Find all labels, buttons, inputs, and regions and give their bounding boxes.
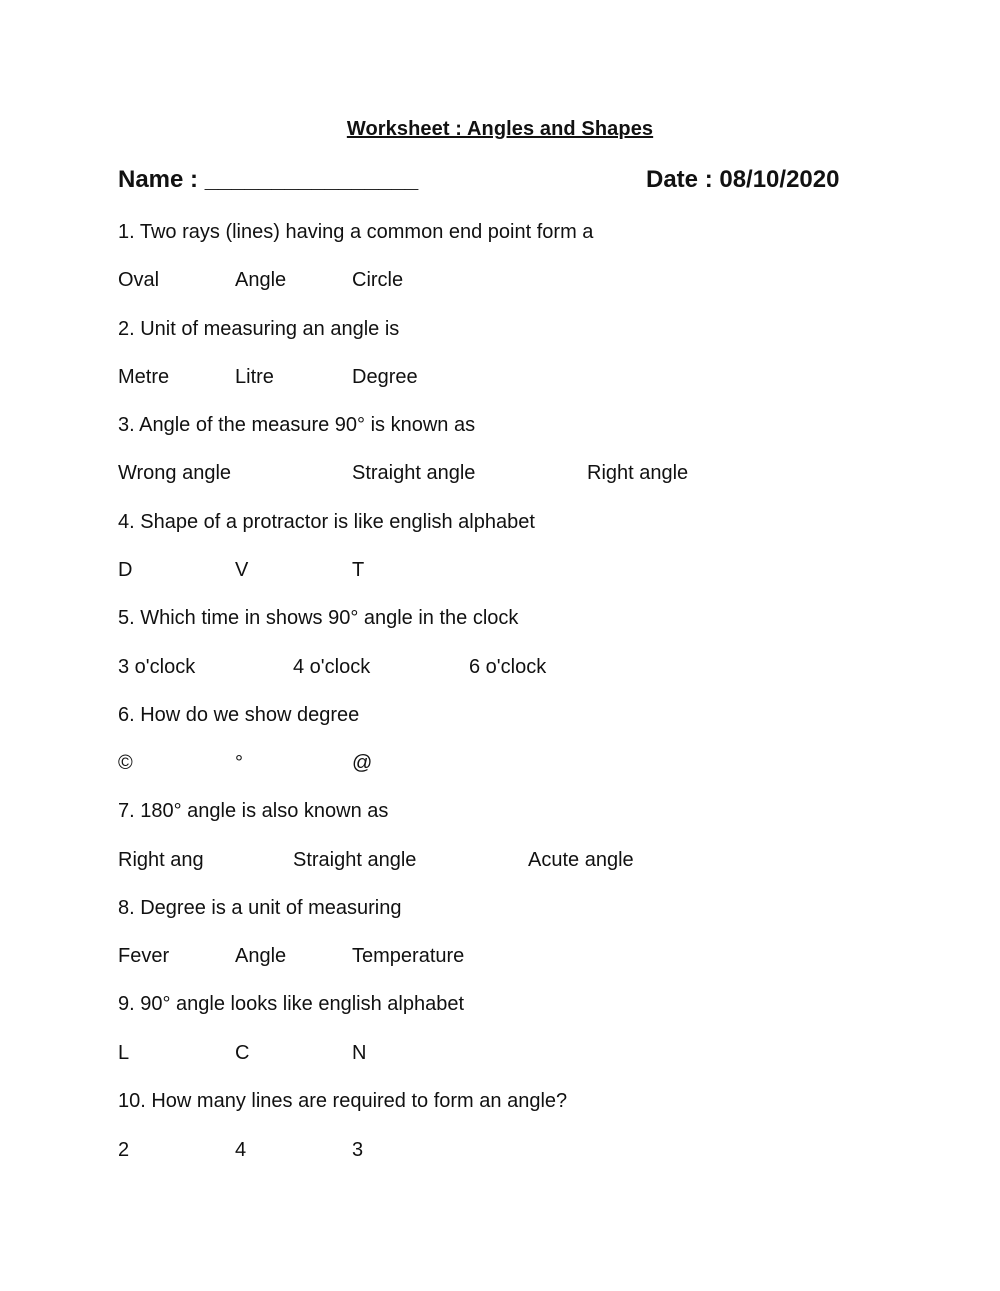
q3-option-c: Right angle: [587, 462, 689, 484]
q5-option-a: 3 o'clock: [118, 656, 196, 678]
question-5: 5. Which time in shows 90° angle in the clock: [118, 607, 519, 629]
question-9: 9. 90° angle looks like english alphabet: [118, 993, 465, 1015]
date-label: Date : 08/10/2020: [646, 166, 840, 193]
q9-option-c: N: [352, 1042, 367, 1064]
q3-option-b: Straight angle: [352, 462, 476, 484]
q7-option-b: Straight angle: [293, 849, 417, 871]
q1-option-b: Angle: [235, 269, 287, 291]
name-field-label: Name : ________________: [118, 166, 419, 193]
q4-option-b: V: [235, 559, 249, 581]
q6-option-c: @: [352, 752, 373, 774]
q7-option-c: Acute angle: [528, 849, 634, 871]
q4-option-a: D: [118, 559, 133, 581]
question-10: 10. How many lines are required to form an angle?: [118, 1090, 568, 1112]
question-4: 4. Shape of a protractor is like english alphabet: [118, 511, 535, 533]
q9-option-b: C: [235, 1042, 250, 1064]
q6-option-b: °: [235, 752, 243, 774]
q8-option-b: Angle: [235, 945, 287, 967]
question-6: 6. How do we show degree: [118, 704, 360, 726]
q1-option-c: Circle: [352, 269, 404, 291]
question-1: 1. Two rays (lines) having a common end point form a: [118, 221, 594, 243]
q2-option-b: Litre: [235, 366, 274, 388]
q3-option-a: Wrong angle: [118, 462, 232, 484]
question-2: 2. Unit of measuring an angle is: [118, 318, 400, 340]
q7-option-a: Right ang: [118, 849, 204, 871]
question-3: 3. Angle of the measure 90° is known as: [118, 414, 476, 436]
question-7: 7. 180° angle is also known as: [118, 800, 389, 822]
q8-option-c: Temperature: [352, 945, 465, 967]
q6-option-a: ©: [118, 752, 133, 774]
q4-option-c: T: [352, 559, 365, 581]
q2-option-c: Degree: [352, 366, 418, 388]
q2-option-a: Metre: [118, 366, 170, 388]
question-8: 8. Degree is a unit of measuring: [118, 897, 402, 919]
q1-option-a: Oval: [118, 269, 160, 291]
q5-option-b: 4 o'clock: [293, 656, 371, 678]
q10-option-a: 2: [118, 1139, 130, 1161]
q10-option-b: 4: [235, 1139, 247, 1161]
q9-option-a: L: [118, 1042, 130, 1064]
q5-option-c: 6 o'clock: [469, 656, 547, 678]
q8-option-a: Fever: [118, 945, 170, 967]
q10-option-c: 3: [352, 1139, 364, 1161]
worksheet-title: Worksheet : Angles and Shapes: [346, 118, 654, 140]
